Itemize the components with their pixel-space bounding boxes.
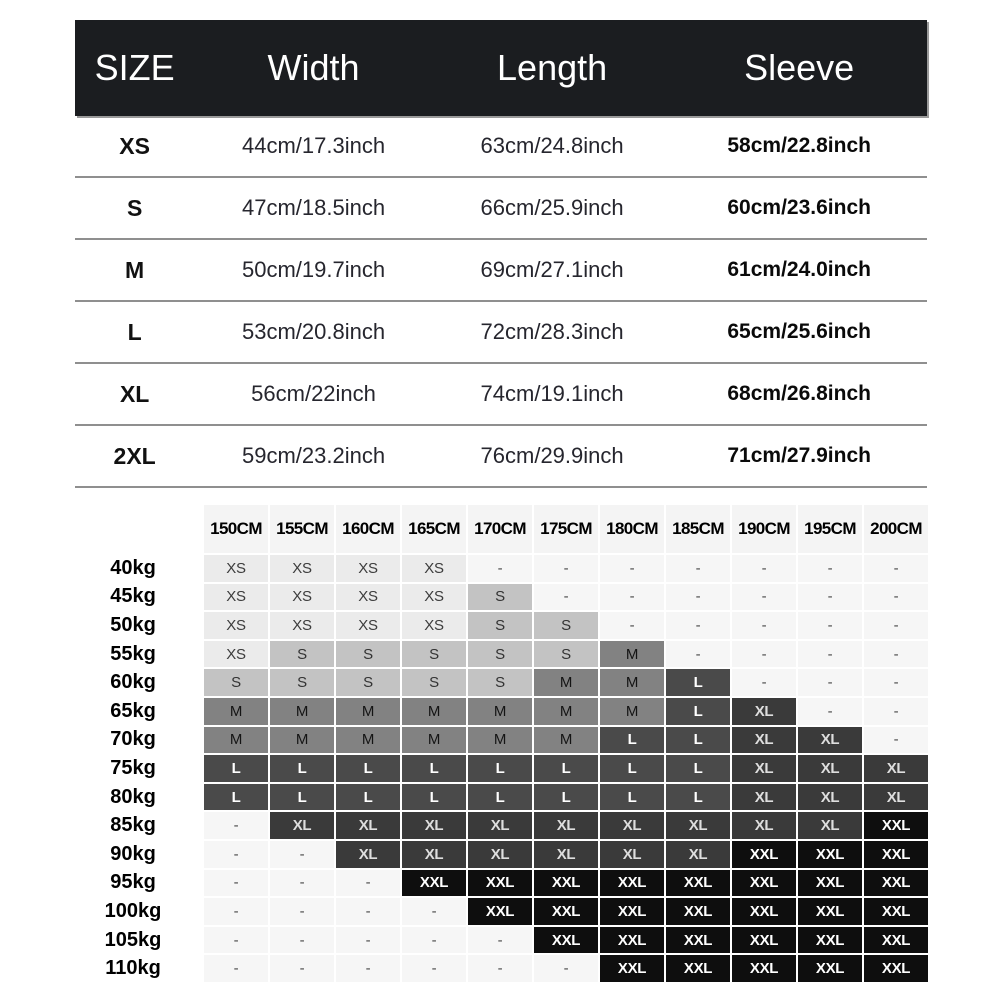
- size-label: XS: [119, 132, 150, 159]
- matrix-cell: -: [666, 612, 732, 641]
- matrix-cell: XL: [798, 812, 864, 841]
- matrix-cell: -: [732, 641, 798, 670]
- matrix-cell: L: [270, 755, 336, 784]
- matrix-cell: M: [468, 698, 534, 727]
- matrix-cell: XXL: [600, 870, 666, 899]
- matrix-cell: XXL: [798, 841, 864, 870]
- matrix-cell: -: [864, 669, 930, 698]
- matrix-cell: XS: [204, 584, 270, 613]
- matrix-cell: XXL: [402, 870, 468, 899]
- matrix-cell: -: [864, 727, 930, 756]
- matrix-cell: M: [468, 727, 534, 756]
- matrix-cell: M: [600, 698, 666, 727]
- matrix-cell: XXL: [534, 927, 600, 956]
- matrix-cell: -: [600, 555, 666, 584]
- matrix-cell: M: [600, 641, 666, 670]
- matrix-cell: XXL: [666, 870, 732, 899]
- matrix-cell: -: [402, 955, 468, 984]
- length-value: 63cm/24.8inch: [480, 133, 624, 158]
- matrix-cell: M: [600, 669, 666, 698]
- matrix-cell: -: [270, 955, 336, 984]
- sleeve-value: 71cm/27.9inch: [727, 444, 871, 467]
- matrix-cell: -: [798, 584, 864, 613]
- matrix-cell: S: [468, 669, 534, 698]
- matrix-cell: XL: [732, 812, 798, 841]
- matrix-cell: XXL: [864, 898, 930, 927]
- matrix-cell: -: [336, 870, 402, 899]
- matrix-cell: XXL: [600, 898, 666, 927]
- matrix-cell: -: [666, 641, 732, 670]
- matrix-cell: S: [534, 612, 600, 641]
- matrix-cell: -: [336, 898, 402, 927]
- weight-label-cell: 55kg: [64, 641, 204, 670]
- matrix-cell: XL: [402, 841, 468, 870]
- matrix-cell: -: [732, 555, 798, 584]
- matrix-cell: L: [666, 727, 732, 756]
- matrix-cell: -: [600, 612, 666, 641]
- matrix-cell: -: [270, 898, 336, 927]
- height-header-cell: 175CM: [534, 505, 600, 555]
- weight-label-cell: 40kg: [64, 555, 204, 584]
- matrix-cell: S: [468, 641, 534, 670]
- weight-label-cell: 60kg: [64, 669, 204, 698]
- matrix-cell: XS: [204, 641, 270, 670]
- matrix-cell: -: [270, 870, 336, 899]
- header-width: Width: [267, 47, 360, 88]
- height-header-cell: 185CM: [666, 505, 732, 555]
- width-value: 59cm/23.2inch: [241, 443, 386, 468]
- length-value: 76cm/29.9inch: [480, 443, 624, 468]
- matrix-cell: XL: [534, 841, 600, 870]
- weight-label-cell: 45kg: [64, 584, 204, 613]
- matrix-cell: L: [468, 784, 534, 813]
- matrix-cell: L: [336, 784, 402, 813]
- matrix-cell: -: [864, 698, 930, 727]
- matrix-cell: XS: [402, 612, 468, 641]
- matrix-cell: L: [534, 755, 600, 784]
- matrix-cell: XL: [732, 727, 798, 756]
- height-header-cell: 195CM: [798, 505, 864, 555]
- matrix-cell: XS: [336, 584, 402, 613]
- matrix-cell: XL: [798, 755, 864, 784]
- weight-label-cell: 65kg: [64, 698, 204, 727]
- matrix-cell: -: [798, 641, 864, 670]
- height-header-cell: 200CM: [864, 505, 930, 555]
- matrix-cell: XL: [732, 698, 798, 727]
- weight-label-cell: 50kg: [64, 612, 204, 641]
- matrix-cell: S: [270, 669, 336, 698]
- matrix-cell: XXL: [732, 870, 798, 899]
- matrix-cell: XS: [336, 612, 402, 641]
- matrix-cell: -: [204, 927, 270, 956]
- matrix-cell: XL: [864, 755, 930, 784]
- height-header-cell: 155CM: [270, 505, 336, 555]
- matrix-cell: -: [270, 927, 336, 956]
- sleeve-value: 65cm/25.6inch: [727, 320, 871, 343]
- table-row: [75, 240, 927, 302]
- matrix-cell: XS: [336, 555, 402, 584]
- size-label: M: [125, 256, 145, 283]
- matrix-cell: XL: [270, 812, 336, 841]
- table-row: [75, 302, 927, 364]
- matrix-cell: XXL: [798, 898, 864, 927]
- matrix-cell: XXL: [666, 927, 732, 956]
- matrix-cell: -: [732, 584, 798, 613]
- matrix-cell: -: [732, 669, 798, 698]
- matrix-cell: -: [864, 641, 930, 670]
- size-label: L: [127, 318, 142, 345]
- size-label: 2XL: [113, 442, 156, 469]
- matrix-cell: XS: [402, 584, 468, 613]
- matrix-cell: -: [336, 955, 402, 984]
- table-row: [75, 116, 927, 178]
- table-row: [75, 364, 927, 426]
- width-value: 50cm/19.7inch: [241, 257, 386, 282]
- height-header-cell: 150CM: [204, 505, 270, 555]
- width-value: 47cm/18.5inch: [241, 195, 386, 220]
- weight-label-cell: 70kg: [64, 727, 204, 756]
- matrix-cell: XXL: [732, 955, 798, 984]
- matrix-cell: XXL: [732, 927, 798, 956]
- weight-label-cell: 100kg: [64, 898, 204, 927]
- matrix-cell: XL: [468, 841, 534, 870]
- matrix-cell: S: [402, 669, 468, 698]
- table-row: [75, 178, 927, 240]
- matrix-cell: L: [600, 784, 666, 813]
- matrix-cell: -: [204, 955, 270, 984]
- matrix-cell: -: [534, 584, 600, 613]
- table-row: [75, 426, 927, 488]
- weight-label-cell: 75kg: [64, 755, 204, 784]
- matrix-cell: -: [402, 927, 468, 956]
- header-size: SIZE: [94, 47, 175, 88]
- matrix-cell: XXL: [864, 841, 930, 870]
- matrix-cell: XL: [600, 841, 666, 870]
- matrix-cell: -: [468, 955, 534, 984]
- matrix-cell: L: [204, 755, 270, 784]
- matrix-cell: XXL: [864, 955, 930, 984]
- matrix-cell: -: [798, 612, 864, 641]
- matrix-cell: L: [270, 784, 336, 813]
- length-value: 66cm/25.9inch: [480, 195, 624, 220]
- matrix-cell: XXL: [468, 870, 534, 899]
- matrix-cell: XL: [732, 784, 798, 813]
- matrix-cell: -: [468, 927, 534, 956]
- matrix-cell: XXL: [732, 898, 798, 927]
- length-value: 72cm/28.3inch: [480, 319, 624, 344]
- matrix-cell: XL: [798, 727, 864, 756]
- header-length: Length: [497, 47, 608, 88]
- matrix-cell: XL: [336, 841, 402, 870]
- matrix-cell: L: [666, 755, 732, 784]
- matrix-cell: XXL: [864, 927, 930, 956]
- width-value: 53cm/20.8inch: [241, 319, 386, 344]
- matrix-cell: XXL: [864, 870, 930, 899]
- matrix-cell: L: [402, 755, 468, 784]
- matrix-cell: XS: [270, 612, 336, 641]
- matrix-cell: XXL: [798, 927, 864, 956]
- weight-label-cell: 110kg: [64, 955, 204, 984]
- size-label: XL: [119, 380, 150, 407]
- matrix-cell: L: [204, 784, 270, 813]
- matrix-cell: S: [468, 584, 534, 613]
- matrix-cell: S: [336, 641, 402, 670]
- matrix-cell: L: [600, 755, 666, 784]
- weight-label-cell: 105kg: [64, 927, 204, 956]
- matrix-cell: XL: [666, 812, 732, 841]
- matrix-cell: L: [666, 698, 732, 727]
- matrix-cell: L: [534, 784, 600, 813]
- matrix-cell: -: [204, 841, 270, 870]
- matrix-cell: -: [864, 584, 930, 613]
- matrix-cell: -: [534, 555, 600, 584]
- matrix-cell: -: [798, 698, 864, 727]
- weight-label-cell: 80kg: [64, 784, 204, 813]
- matrix-cell: XL: [666, 841, 732, 870]
- matrix-cell: M: [336, 698, 402, 727]
- matrix-cell: M: [402, 698, 468, 727]
- matrix-cell: XXL: [732, 841, 798, 870]
- matrix-cell: L: [600, 727, 666, 756]
- matrix-cell: XL: [864, 784, 930, 813]
- matrix-cell: XXL: [534, 870, 600, 899]
- matrix-cell: M: [402, 727, 468, 756]
- matrix-cell: S: [402, 641, 468, 670]
- matrix-cell: -: [204, 812, 270, 841]
- matrix-cell: XXL: [798, 955, 864, 984]
- matrix-cell: XXL: [468, 898, 534, 927]
- matrix-cell: XXL: [864, 812, 930, 841]
- matrix-cell: XXL: [666, 955, 732, 984]
- matrix-cell: -: [534, 955, 600, 984]
- matrix-cell: -: [204, 870, 270, 899]
- matrix-cell: -: [798, 555, 864, 584]
- size-table-header: [75, 20, 927, 116]
- matrix-cell: -: [270, 841, 336, 870]
- matrix-cell: XS: [270, 584, 336, 613]
- matrix-cell: -: [666, 584, 732, 613]
- sleeve-value: 58cm/22.8inch: [727, 134, 871, 157]
- matrix-cell: XL: [798, 784, 864, 813]
- matrix-cell: XS: [204, 612, 270, 641]
- matrix-cell: XL: [468, 812, 534, 841]
- sleeve-value: 68cm/26.8inch: [727, 382, 871, 405]
- matrix-cell: S: [336, 669, 402, 698]
- height-header-cell: 190CM: [732, 505, 798, 555]
- matrix-cell: -: [732, 612, 798, 641]
- matrix-cell: -: [468, 555, 534, 584]
- matrix-cell: L: [336, 755, 402, 784]
- weight-label-cell: 95kg: [64, 870, 204, 899]
- matrix-cell: -: [336, 927, 402, 956]
- matrix-cell: M: [270, 698, 336, 727]
- matrix-cell: XL: [336, 812, 402, 841]
- matrix-cell: M: [336, 727, 402, 756]
- matrix-corner-cell: [64, 505, 204, 555]
- matrix-cell: L: [666, 784, 732, 813]
- matrix-cell: -: [402, 898, 468, 927]
- matrix-cell: -: [864, 612, 930, 641]
- sleeve-value: 61cm/24.0inch: [727, 258, 871, 281]
- matrix-cell: S: [534, 641, 600, 670]
- matrix-cell: XXL: [798, 870, 864, 899]
- weight-label-cell: 85kg: [64, 812, 204, 841]
- matrix-cell: M: [204, 698, 270, 727]
- matrix-cell: L: [402, 784, 468, 813]
- matrix-cell: XS: [270, 555, 336, 584]
- matrix-cell: S: [204, 669, 270, 698]
- sleeve-value: 60cm/23.6inch: [727, 196, 871, 219]
- length-value: 74cm/19.1inch: [480, 381, 624, 406]
- width-value: 56cm/22inch: [251, 381, 376, 406]
- height-header-cell: 170CM: [468, 505, 534, 555]
- matrix-cell: -: [600, 584, 666, 613]
- weight-label-cell: 90kg: [64, 841, 204, 870]
- header-sleeve: Sleeve: [744, 47, 855, 88]
- matrix-cell: XL: [732, 755, 798, 784]
- matrix-cell: XXL: [600, 927, 666, 956]
- matrix-cell: XL: [600, 812, 666, 841]
- length-value: 69cm/27.1inch: [480, 257, 624, 282]
- matrix-cell: M: [270, 727, 336, 756]
- size-label: S: [126, 194, 143, 221]
- matrix-cell: S: [468, 612, 534, 641]
- width-value: 44cm/17.3inch: [241, 133, 386, 158]
- matrix-cell: -: [798, 669, 864, 698]
- matrix-cell: M: [534, 727, 600, 756]
- matrix-cell: XL: [402, 812, 468, 841]
- matrix-cell: L: [468, 755, 534, 784]
- matrix-cell: XXL: [600, 955, 666, 984]
- fit-matrix: [64, 505, 930, 984]
- matrix-cell: S: [270, 641, 336, 670]
- matrix-cell: XXL: [666, 898, 732, 927]
- height-header-cell: 160CM: [336, 505, 402, 555]
- matrix-cell: XS: [402, 555, 468, 584]
- matrix-cell: -: [864, 555, 930, 584]
- matrix-cell: M: [534, 698, 600, 727]
- matrix-cell: XXL: [534, 898, 600, 927]
- size-table: [75, 20, 927, 488]
- matrix-cell: XL: [534, 812, 600, 841]
- matrix-cell: -: [204, 898, 270, 927]
- matrix-cell: L: [666, 669, 732, 698]
- matrix-cell: -: [666, 555, 732, 584]
- matrix-cell: M: [204, 727, 270, 756]
- height-header-cell: 165CM: [402, 505, 468, 555]
- height-header-cell: 180CM: [600, 505, 666, 555]
- matrix-cell: M: [534, 669, 600, 698]
- matrix-cell: XS: [204, 555, 270, 584]
